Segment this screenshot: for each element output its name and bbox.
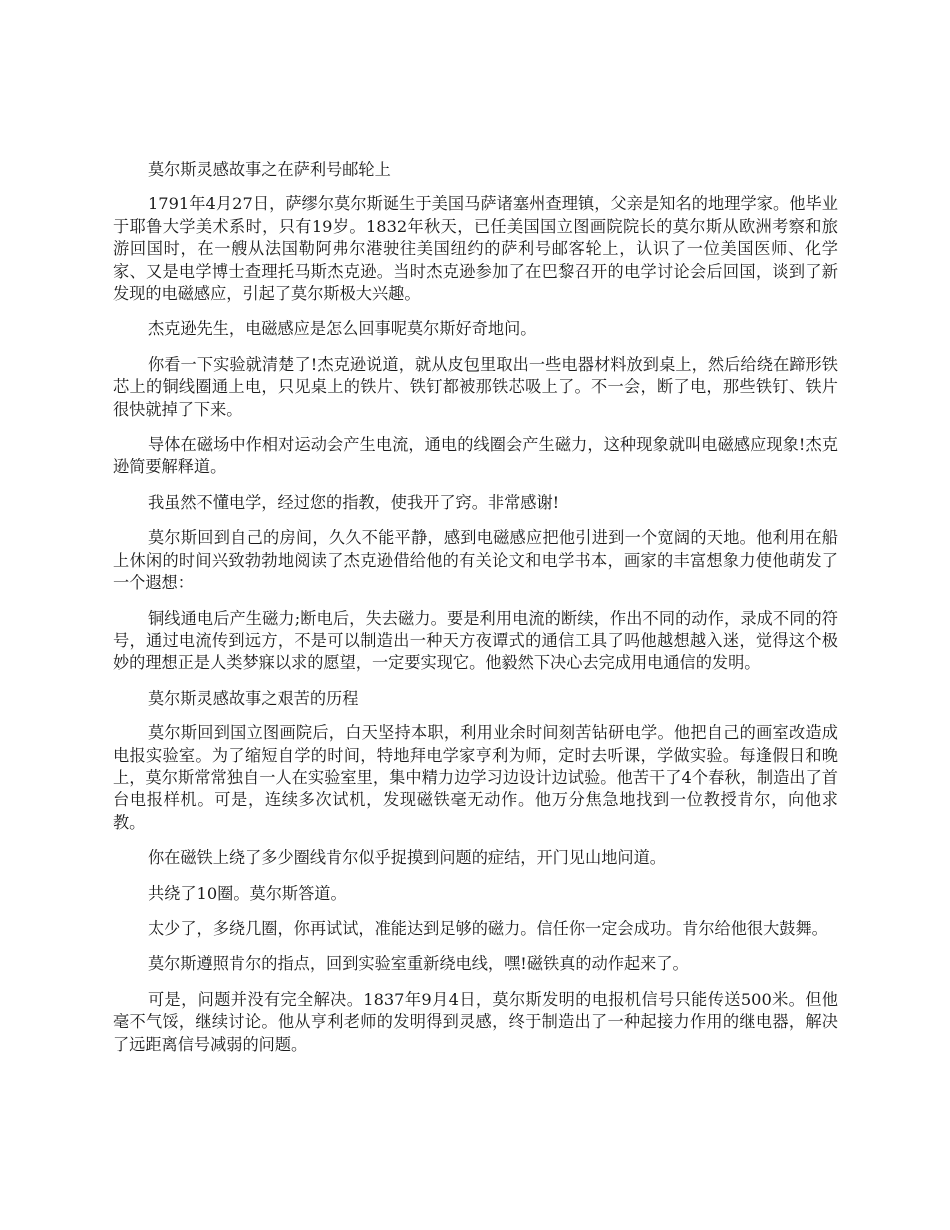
body-paragraph: 你在磁铁上绕了多少圈线肯尔似乎捉摸到问题的症结，开门见山地问道。 xyxy=(148,848,666,868)
body-paragraph: 1791年4月27日，萨缪尔莫尔斯诞生于美国马萨诸塞州查理镇，父亲是知名的地理学家。他毕业于耶鲁大学美术系时，只有19岁。1832年秋天，已任美国国立图画院院长的莫尔斯从欧洲考察和旅游回国时，在一艘从法国勒阿弗尔港驶往美国纽约的萨利号邮客轮上，认识了一位美国医师、化学家、又是电学博士查理托马斯杰克逊。当时杰克逊参加了在巴黎召开的电学讨论会后回国，谈到了新发现的电磁感应，引起了莫尔斯极大兴趣。 xyxy=(113,194,838,304)
body-paragraph: 可是，问题并没有完全解决。1837年9月4日，莫尔斯发明的电报机信号只能传送500米。但他毫不气馁，继续讨论。他从亨利老师的发明得到灵感，终于制造出了一种起接力作用的继电器，解决了远距离信号减弱的问题。 xyxy=(113,989,838,1054)
body-paragraph: 共绕了10圈。莫尔斯答道。 xyxy=(148,883,347,903)
body-paragraph: 太少了，多绕几圈，你再试试，准能达到足够的磁力。信任你一定会成功。肯尔给他很大鼓舞。 xyxy=(148,918,828,938)
body-paragraph: 铜线通电后产生磁力;断电后，失去磁力。要是利用电流的断续，作出不同的动作，录成不同的符号，通过电流传到远方，不是可以制造出一种天方夜谭式的通信工具了吗他越想越入迷，觉得这个极妙的理想正是人类梦寐以求的愿望，一定要实现它。他毅然下决心去完成用电通信的发明。 xyxy=(113,608,838,673)
body-paragraph: 莫尔斯遵照肯尔的指点，回到实验室重新绕电线，嘿!磁铁真的动作起来了。 xyxy=(148,954,689,974)
body-paragraph: 导体在磁场中作相对运动会产生电流，通电的线圈会产生磁力，这种现象就叫电磁感应现象!杰克逊简要解释道。 xyxy=(113,435,838,477)
body-paragraph: 莫尔斯回到国立图画院后，白天坚持本职，利用业余时间刻苦钻研电学。他把自己的画室改造成电报实验室。为了缩短自学的时间，特地拜电学家亨利为师，定时去听课，学做实验。每逢假日和晚上，莫尔斯常常独自一人在实验室里，集中精力边学习边设计边试验。他苦干了4个春秋，制造出了首台电报样机。可是，连续多次试机，发现磁铁毫无动作。他万分焦急地找到一位教授肯尔，向他求教。 xyxy=(113,723,838,832)
body-paragraph: 莫尔斯回到自己的房间，久久不能平静，感到电磁感应把他引进到一个宽阔的天地。他利用在船上休闲的时间兴致勃勃地阅读了杰克逊借给他的有关论文和电学书本，画家的丰富想象力使他萌发了一个遐想： xyxy=(113,528,838,593)
body-paragraph: 杰克逊先生，电磁感应是怎么回事呢莫尔斯好奇地问。 xyxy=(148,319,537,339)
body-paragraph: 我虽然不懂电学，经过您的指教，使我开了窍。非常感谢! xyxy=(148,492,560,512)
body-paragraph: 你看一下实验就清楚了!杰克逊说道，就从皮包里取出一些电器材料放到桌上，然后给绕在蹄形铁芯上的铜线圈通上电，只见桌上的铁片、铁钉都被那铁芯吸上了。不一会，断了电，那些铁钉、铁片很快就掉了下来。 xyxy=(113,354,838,419)
document-page xyxy=(113,159,838,1069)
section-heading: 莫尔斯灵感故事之在萨利号邮轮上 xyxy=(148,160,391,179)
section-heading: 莫尔斯灵感故事之艰苦的历程 xyxy=(148,688,359,708)
